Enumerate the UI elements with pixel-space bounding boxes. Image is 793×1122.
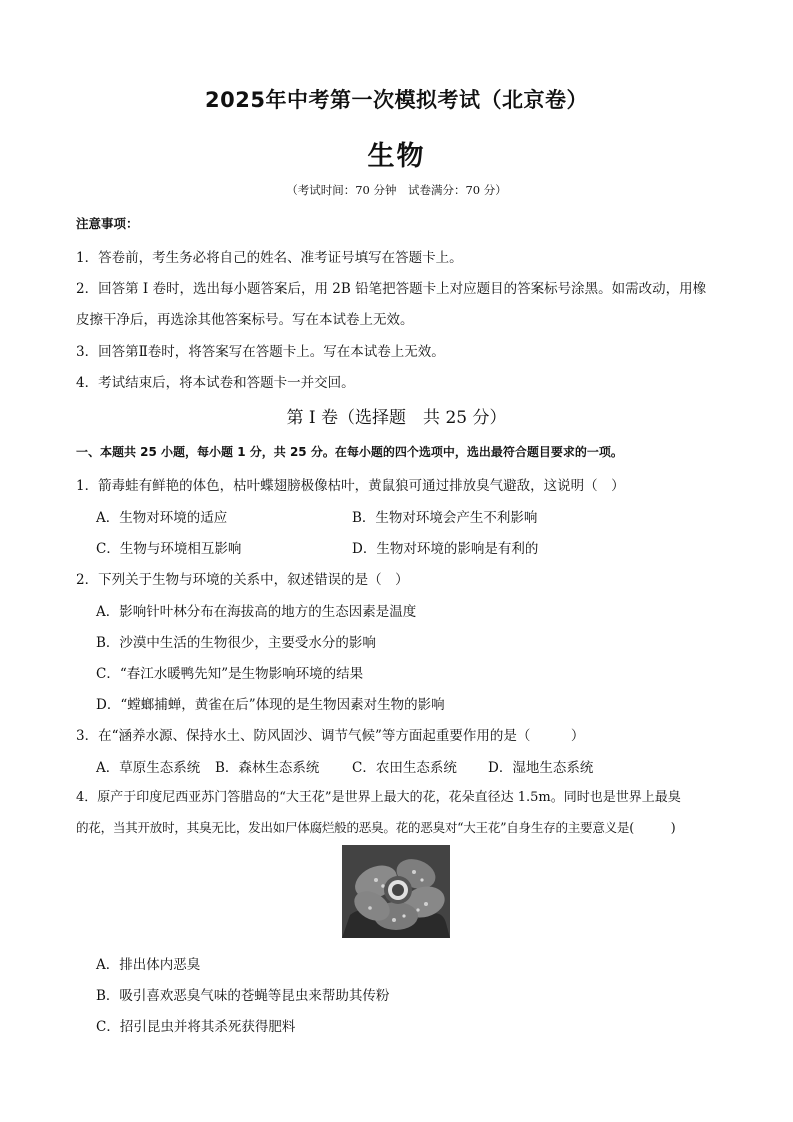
question-3-option-b: B．森林生态系统 [215, 760, 320, 776]
notice-item-1: 1．答卷前，考生务必将自己的姓名、准考证号填写在答题卡上。 [76, 250, 463, 266]
notice-item-2: 2．回答第 I 卷时，选出每小题答案后，用 2B 铅笔把答题卡上对应题目的答案标号涂黑。如需改动，用橡 [76, 281, 707, 297]
question-1-option-b: B．生物对环境会产生不利影响 [352, 510, 538, 526]
rafflesia-flower-image [342, 845, 450, 938]
question-3-option-c: C．农田生态系统 [352, 760, 457, 776]
question-4-option-a: A．排出体内恶臭 [96, 957, 201, 973]
question-1-option-d: D．生物对环境的影响是有利的 [352, 541, 539, 557]
question-4-stem-line-2: 的花，当其开放时，其臭无比，发出如尸体腐烂般的恶臭。花的恶臭对“大王花”自身生存的主要意义是( ) [76, 820, 676, 835]
section-title: 第 I 卷（选择题 共 25 分） [286, 408, 507, 428]
question-4-option-b: B．吸引喜欢恶臭气味的苍蝇等昆虫来帮助其传粉 [96, 988, 390, 1004]
question-2-option-d: D．“螳螂捕蝉，黄雀在后”体现的是生物因素对生物的影响 [96, 697, 445, 713]
question-1-option-c: C．生物与环境相互影响 [96, 541, 242, 557]
question-3-option-d: D．湿地生态系统 [488, 760, 594, 776]
question-4-option-c: C．招引昆虫并将其杀死获得肥料 [96, 1019, 296, 1035]
question-4-stem-line-1: 4．原产于印度尼西亚苏门答腊岛的“大王花”是世界上最大的花，花朵直径达 1.5m。同时也是世界上最臭 [76, 790, 681, 805]
exam-title: 2025年中考第一次模拟考试（北京卷） [205, 88, 588, 112]
question-2-option-b: B．沙漠中生活的生物很少，主要受水分的影响 [96, 635, 376, 651]
question-1-option-a: A．生物对环境的适应 [96, 510, 228, 526]
notice-heading: 注意事项： [76, 216, 139, 231]
question-2-stem: 2．下列关于生物与环境的关系中，叙述错误的是（ ） [76, 572, 409, 588]
question-3-option-a: A．草原生态系统 [96, 760, 201, 776]
question-3-stem: 3．在“涵养水源、保持水土、防风固沙、调节气候”等方面起重要作用的是（ ） [76, 728, 585, 744]
section-instruction: 一、本题共 25 小题，每小题 1 分，共 25 分。在每小题的四个选项中，选出最符合题目要求的一项。 [76, 445, 623, 459]
exam-info: （考试时间：70 分钟 试卷满分：70 分） [286, 183, 507, 197]
notice-item-3: 3．回答第Ⅱ卷时，将答案写在答题卡上。写在本试卷上无效。 [76, 344, 445, 360]
subject-title: 生物 [367, 141, 426, 172]
question-1-stem: 1．箭毒蛙有鲜艳的体色，枯叶蝶翅膀极像枯叶，黄鼠狼可通过排放臭气避敌，这说明（ ） [76, 478, 625, 494]
question-2-option-c: C．“春江水暖鸭先知”是生物影响环境的结果 [96, 666, 364, 682]
notice-item-2-cont: 皮擦干净后，再选涂其他答案标号。写在本试卷上无效。 [76, 312, 414, 328]
rafflesia-flower-illustration [342, 845, 450, 938]
notice-item-4: 4．考试结束后，将本试卷和答题卡一并交回。 [76, 375, 355, 391]
question-2-option-a: A．影响针叶林分布在海拔高的地方的生态因素是温度 [96, 604, 417, 620]
